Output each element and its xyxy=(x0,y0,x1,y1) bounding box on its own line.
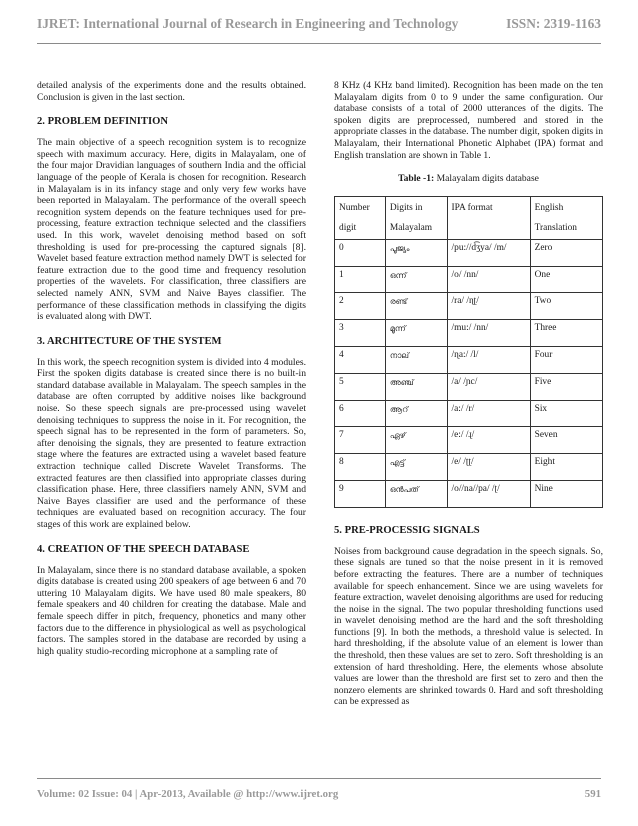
intro-paragraph: detailed analysis of the experiments done and the results obtained. Conclusion is given in the last section. xyxy=(37,80,306,103)
english-translation-cell: Six xyxy=(530,400,602,427)
journal-title: IJRET: International Journal of Research in Engineering and Technology xyxy=(37,16,459,31)
ipa-format-cell: /e/ /ʈʈ/ xyxy=(447,454,530,481)
table-row xyxy=(335,373,603,400)
malayalam-digit-cell: ഒന്ന് xyxy=(385,266,447,293)
ipa-format-cell: /o//na//pa/ /ʈ/ xyxy=(447,480,530,507)
section-2-paragraph: The main objective of a speech recognition system is to recognize speech with maximum accuracy. Here, digits in Malayalam, one of the four major Dravidian languages of southern India and the official language of the people of Kerala is chosen for recognition. Research in Malayalam is in its infancy stage and only very few works have been reported in Malayalam. The performance of the overall speech recognition system depends on the feature techniques used for pre-processing, feature extraction technique selected and the classifiers used. In this work, wavelet denoising method based on soft thresholding is used for pre-processing the captured signals [8]. Wavelet based feature extraction method namely DWT is selected for feature extraction due to the good time and frequency resolution properties of the wavelets. For classification, three classifiers are selected namely ANN, SVM and Naive Bayes classifier. The performance of these classification methods in classifying the digits is evaluated along with DWT. xyxy=(37,137,306,323)
malayalam-digit-cell: ഏഴ് xyxy=(385,427,447,454)
section-5-heading: 5. PRE-PROCESSIG SIGNALS xyxy=(334,524,480,536)
table-header-row xyxy=(335,196,603,239)
ipa-format-cell: /a:/ /r/ xyxy=(447,400,530,427)
section-3-paragraph: In this work, the speech recognition system is divided into 4 modules. First the spoken digits database is created since there is no built-in standard database available in Malayalam. The speech samples in the database are often corrupted by additive noises like background noise. So these speech signals are pre-processed using wavelet denoising techniques to suppress the noise in it. For recognition, the speech signal has to be represented in the form of parameters. So, after denoising the signals, they are presented to feature extraction stage where the features are extracted using a wavelet based feature extraction technique called Discrete Wavelet Transforms. The extracted features are then classified into appropriate classes during classification phase. Here, three classifiers namely ANN, SVM and Naive Bayes classifier are used and the performance of these techniques are evaluated based on recognition accuracy. The four stages of this work are explained below. xyxy=(37,356,306,530)
section-3-heading: 3. ARCHITECTURE OF THE SYSTEM xyxy=(37,335,222,347)
english-translation-cell: Four xyxy=(530,346,602,373)
table-row xyxy=(335,480,603,507)
digit-number-cell: 5 xyxy=(335,373,386,400)
ipa-format-cell: /mu:/ /nn/ xyxy=(447,320,530,347)
table-row xyxy=(335,266,603,293)
ipa-format-cell: /a/ /ɲc/ xyxy=(447,373,530,400)
malayalam-digit-cell: ഒൻപത് xyxy=(385,480,447,507)
digit-number-cell: 9 xyxy=(335,480,386,507)
malayalam-digit-cell: രണ്ട് xyxy=(385,293,447,320)
digit-number-cell: 3 xyxy=(335,320,386,347)
digit-number-cell: 6 xyxy=(335,400,386,427)
english-translation-cell: One xyxy=(530,266,602,293)
english-translation-cell: Two xyxy=(530,293,602,320)
english-translation-cell: Three xyxy=(530,320,602,347)
database-paragraph: 8 KHz (4 KHz band limited). Recognition has been made on the ten Malayalam digits from 0 to 9 under the same configuration. Our database consists of a total of 2000 utterances of the digits. The spoken digits are preprocessed, numbered and stored in the appropriate classes in the database. The number digit, spoken digits in Malayalam, their International Phonetic Alphabet (IPA) format and English translation are shown in Table 1. xyxy=(334,80,603,161)
table-row xyxy=(335,400,603,427)
table-caption-label: Table -1: xyxy=(398,173,435,185)
english-translation-cell: Eight xyxy=(530,454,602,481)
malayalam-digit-cell: നാല് xyxy=(385,346,447,373)
table-row xyxy=(335,346,603,373)
running-footer xyxy=(37,785,601,803)
malayalam-digit-cell: എട്ട് xyxy=(385,454,447,481)
digit-number-cell: 8 xyxy=(335,454,386,481)
malayalam-digit-cell: അഞ്ച് xyxy=(385,373,447,400)
table-row xyxy=(335,239,603,266)
malayalam-digit-cell: മൂന്ന് xyxy=(385,320,447,347)
section-2-heading: 2. PROBLEM DEFINITION xyxy=(37,116,168,128)
ipa-format-cell: /ra/ /ɳʈ/ xyxy=(447,293,530,320)
english-translation-cell: Zero xyxy=(530,239,602,266)
table-row xyxy=(335,320,603,347)
table-body xyxy=(335,239,603,507)
table-row xyxy=(335,454,603,481)
table-row xyxy=(335,427,603,454)
table-row xyxy=(335,293,603,320)
header-number-digit: Number digit xyxy=(335,196,386,239)
header-divider xyxy=(37,43,601,44)
digit-number-cell: 1 xyxy=(335,266,386,293)
left-column xyxy=(37,80,306,669)
header-digits-in-malayalam: Digits in Malayalam xyxy=(385,196,447,239)
english-translation-cell: Nine xyxy=(530,480,602,507)
section-4-heading: 4. CREATION OF THE SPEECH DATABASE xyxy=(37,543,250,555)
table-caption-text: Malayalam digits database xyxy=(434,173,539,185)
ipa-format-cell: /o/ /nn/ xyxy=(447,266,530,293)
table-caption xyxy=(334,173,603,185)
ipa-format-cell: /e:/ /ɻ/ xyxy=(447,427,530,454)
right-column xyxy=(334,80,603,720)
english-translation-cell: Seven xyxy=(530,427,602,454)
footer-divider xyxy=(37,778,601,779)
running-header xyxy=(37,14,601,34)
digit-number-cell: 2 xyxy=(335,293,386,320)
english-translation-cell: Five xyxy=(530,373,602,400)
section-5-paragraph: Noises from background cause degradation in the speech signals. So, these signals are tuned so that the noise present in it is removed before extracting the features. There are a number of techniques available for speech enhancement. Since we are using wavelets for feature extraction, wavelet denoising algorithms are used for reducing the noise in the signal. The two popular thresholding functions used in wavelet denoising method are the hard and the soft thresholding functions [9]. In both the methods, a threshold value is selected. In hard thresholding, if the absolute value of an element is lower than the threshold, then these values are set to zero. Soft thresholding is an extension of hard thresholding. Here, the elements whose absolute values are lower than the threshold are first set to zero and then the nonzero elements are shrinked towards 0. Hard and soft thresholding can be expressed as xyxy=(334,545,603,708)
digit-number-cell: 7 xyxy=(335,427,386,454)
digit-number-cell: 0 xyxy=(335,239,386,266)
malayalam-digit-cell: ആറ് xyxy=(385,400,447,427)
digit-number-cell: 4 xyxy=(335,346,386,373)
header-english-translation: English Translation xyxy=(530,196,602,239)
header-ipa-format: IPA format xyxy=(447,196,530,239)
page-number: 591 xyxy=(584,788,601,800)
issn: ISSN: 2319-1163 xyxy=(506,16,601,31)
malayalam-digits-table xyxy=(334,196,603,508)
section-4-paragraph: In Malayalam, since there is no standard database available, a spoken digits database is created using 200 speakers of age between 6 and 70 uttering 10 Malayalam digits. We have used 80 male speakers, 80 female speakers and 40 children for creating the database. Male and female speech differ in pitch, frequency, phonetics and many other factors due to the difference in physiological as well as psychological factors. The samples stored in the database are recorded by using a high quality studio-recording microphone at a sampling rate of xyxy=(37,564,306,657)
malayalam-digit-cell: പൂജ്യം xyxy=(385,239,447,266)
ipa-format-cell: /ɳa:/ /l/ xyxy=(447,346,530,373)
ipa-format-cell: /pu://d͡ʒya/ /m/ xyxy=(447,239,530,266)
volume-info: Volume: 02 Issue: 04 | Apr-2013, Available @ http://www.ijret.org xyxy=(37,788,339,800)
